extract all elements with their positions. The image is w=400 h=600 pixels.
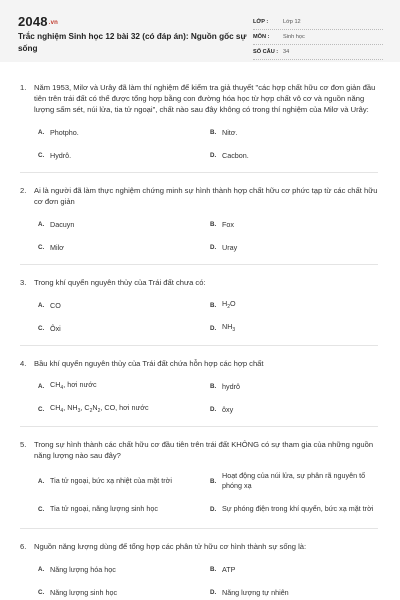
question-divider: [20, 264, 378, 265]
question-body: Ai là người đã làm thực nghiệm chứng minh sự hình thành hợp chất hữu cơ phức tạp từ các chất hữu cơ đơn giản: [34, 186, 378, 206]
answer-option[interactable]: [210, 467, 382, 495]
answer-option[interactable]: [210, 558, 382, 581]
meta-row-count: [253, 45, 383, 60]
option-text: Fox: [222, 219, 234, 229]
answer-option[interactable]: [38, 317, 210, 340]
option-text: Năng lượng tự nhiên: [222, 587, 289, 597]
option-text: CO: [50, 300, 61, 310]
question-number: 1.: [20, 83, 27, 92]
option-letter: C.: [38, 406, 45, 413]
meta-key: LỚP :: [253, 19, 269, 25]
answer-option[interactable]: [210, 398, 382, 421]
meta-value: Lớp 12: [283, 19, 301, 25]
option-text: $CH_4$, $NH_3$, $C_2N_2$, CO, hơi nước: [50, 403, 149, 414]
question-item: [20, 277, 378, 340]
answer-option[interactable]: [38, 398, 210, 421]
question-number: 5.: [20, 440, 27, 449]
question-number: 6.: [20, 542, 27, 551]
question-divider: [20, 528, 378, 529]
question-text: [20, 541, 378, 552]
answer-options: [38, 375, 378, 421]
question-body: Bầu khí quyển nguyên thủy của Trái đất chứa hỗn hợp các hợp chất: [34, 359, 264, 368]
option-text: $H_2O$: [222, 299, 236, 310]
answer-option[interactable]: [210, 375, 382, 398]
option-text: Năng lượng hóa học: [50, 564, 116, 574]
meta-value: Sinh học: [283, 34, 305, 40]
option-letter: C.: [38, 325, 45, 332]
answer-option[interactable]: [38, 213, 210, 236]
question-text: [20, 358, 378, 369]
logo-suffix: .vn: [48, 19, 59, 26]
answer-options: [38, 213, 378, 259]
question-body: Trong khí quyển nguyên thủy của Trái đất chưa có:: [34, 278, 206, 287]
option-letter: C.: [38, 244, 45, 251]
option-letter: D.: [210, 505, 217, 513]
answer-options: [38, 558, 378, 600]
answer-options: [38, 294, 378, 340]
option-text: Hydrô.: [50, 150, 72, 160]
question-body: Nguồn năng lượng dùng để tổng hợp các phân tử hữu cơ hình thành sự sống là:: [34, 542, 307, 551]
option-letter: D.: [210, 325, 217, 332]
option-text: Sự phóng điện trong khí quyển, bức xạ mặt trời: [222, 504, 374, 513]
question-list: [0, 62, 400, 600]
answer-option[interactable]: [38, 144, 210, 167]
answer-option[interactable]: [210, 236, 382, 259]
answer-option[interactable]: [38, 121, 210, 144]
question-divider: [20, 172, 378, 173]
option-text: Dacuyn: [50, 219, 75, 229]
question-divider: [20, 426, 378, 427]
meta-key: MÔN :: [253, 34, 270, 40]
answer-option[interactable]: [210, 213, 382, 236]
option-text: ôxy: [222, 404, 234, 414]
option-text: Nitơ.: [222, 127, 238, 137]
header: [0, 0, 400, 62]
option-letter: A.: [38, 477, 45, 485]
question-body: Năm 1953, Milơ và Urây đã làm thí nghiệm để kiểm tra giả thuyết "các hợp chất hữu cơ đơn giản đầu tiên trên trái đất có thể được tổng hợp bằng con đường hóa học từ hợp chất vô cơ và nguồn năng lượng sấm sét, núi lửa, tia tử ngoại", chất nào sau đây không có trong thí nghiệm của Milơ và Urây:: [34, 83, 376, 114]
question-text: [20, 439, 378, 461]
question-item: [20, 439, 378, 523]
answer-option[interactable]: [210, 144, 382, 167]
meta-row-subject: [253, 30, 383, 45]
question-number: 3.: [20, 278, 27, 287]
option-text: Uray: [222, 242, 238, 252]
question-number: 2.: [20, 186, 27, 195]
question-item: [20, 185, 378, 259]
option-letter: C.: [38, 152, 45, 159]
answer-option[interactable]: [38, 375, 210, 398]
option-text: Hoạt động của núi lửa, sự phân rã nguyên tố phóng xạ: [222, 471, 366, 490]
meta-value: 34: [283, 49, 290, 55]
answer-option[interactable]: [210, 294, 382, 317]
option-letter: A.: [38, 221, 45, 228]
option-letter: C.: [38, 589, 45, 596]
answer-options: [38, 121, 378, 167]
question-item: [20, 82, 378, 167]
answer-options: [38, 467, 378, 523]
answer-option[interactable]: [38, 495, 210, 523]
option-text: Tia tử ngoại, bức xạ nhiệt của mặt trời: [50, 476, 172, 485]
option-letter: B.: [210, 383, 217, 390]
option-letter: D.: [210, 152, 217, 159]
answer-option[interactable]: [210, 495, 382, 523]
answer-option[interactable]: [210, 581, 382, 600]
option-text: Cacbon.: [222, 150, 249, 160]
option-letter: D.: [210, 406, 217, 413]
option-text: Ôxi: [50, 323, 61, 333]
question-item: [20, 541, 378, 600]
option-text: hydrô: [222, 381, 240, 391]
page-title: Trắc nghiệm Sinh học 12 bài 32 (có đáp án): Nguồn gốc sự sống: [18, 32, 247, 53]
answer-option[interactable]: [38, 467, 210, 495]
question-body: Trong sự hình thành các chất hữu cơ đầu tiên trên trái đất KHÔNG có sự tham gia của những nguồn năng lượng nào sau đây?: [34, 440, 374, 460]
option-text: ATP: [222, 564, 236, 574]
answer-option[interactable]: [38, 558, 210, 581]
site-logo[interactable]: [18, 14, 58, 29]
question-item: [20, 358, 378, 421]
answer-option[interactable]: [210, 121, 382, 144]
question-number: 4.: [20, 359, 27, 368]
answer-option[interactable]: [38, 581, 210, 600]
option-text: $CH_4$, hơi nước: [50, 380, 97, 391]
option-text: $NH_3$: [222, 322, 236, 333]
option-letter: A.: [38, 302, 45, 309]
answer-option[interactable]: [38, 236, 210, 259]
option-letter: A.: [38, 129, 45, 136]
answer-option[interactable]: [210, 317, 382, 340]
option-text: Photpho.: [50, 127, 79, 137]
meta-row-class: [253, 15, 383, 30]
answer-option[interactable]: [38, 294, 210, 317]
option-text: Milơ: [50, 242, 64, 252]
meta-key: SỐ CÂU :: [253, 49, 279, 55]
question-text: [20, 185, 378, 207]
question-text: [20, 82, 378, 115]
question-text: [20, 277, 378, 288]
option-letter: B.: [210, 302, 217, 309]
option-letter: A.: [38, 383, 45, 390]
option-letter: B.: [210, 566, 217, 573]
option-text: Tia tử ngoại, năng lượng sinh học: [50, 504, 158, 513]
option-letter: A.: [38, 566, 45, 573]
option-letter: B.: [210, 129, 217, 136]
logo-main: 2048: [18, 14, 48, 29]
option-text: Năng lượng sinh học: [50, 587, 118, 597]
question-divider: [20, 345, 378, 346]
meta-table: [253, 15, 383, 60]
option-letter: B.: [210, 221, 217, 228]
option-letter: B.: [210, 477, 217, 485]
option-letter: D.: [210, 589, 217, 596]
option-letter: C.: [38, 505, 45, 513]
option-letter: D.: [210, 244, 217, 251]
